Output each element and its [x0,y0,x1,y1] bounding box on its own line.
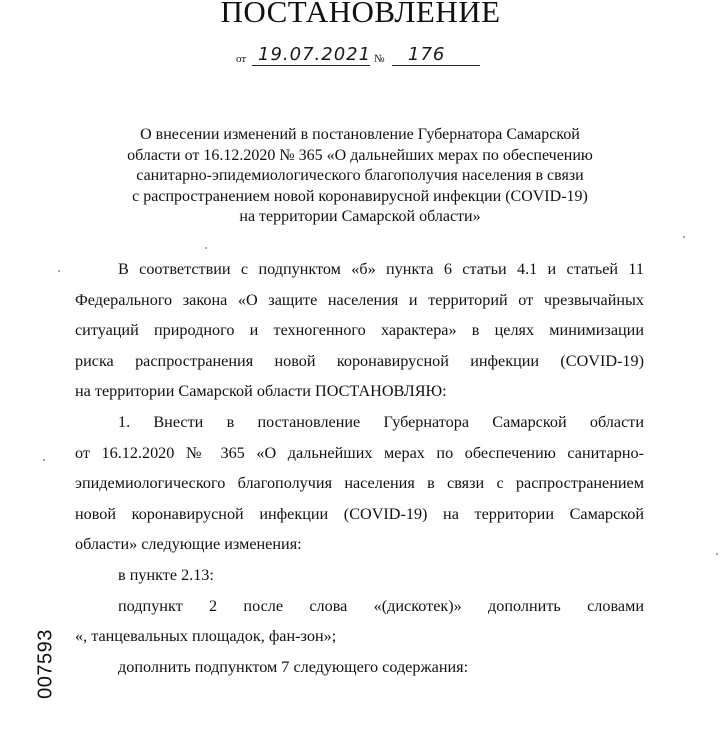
body-line: 1. Внести в постановление Губернатора Самарской области [118,412,644,431]
handwritten-number: 176 [408,44,446,65]
scan-speck [58,270,60,272]
document-title: ПОСТАНОВЛЕНИЕ [220,0,501,29]
body-line: дополнить подпунктом 7 следующего содержания: [118,657,469,676]
date-number-line [236,44,486,68]
body-line: от 16.12.2020 № 365 «О дальнейших мерах по обеспечению санитарно- [75,443,644,462]
subject-line: О внесении изменений в постановление Губернатора Самарской [140,126,580,143]
body-line: риска распространения новой коронавирусной инфекции (COVID-19) [75,351,644,370]
margin-serial-number [23,628,69,700]
subject-line: области от 16.12.2020 № 365 «О дальнейших мерах по обеспечению [127,146,593,164]
date-underline [252,65,370,66]
scan-speck [43,459,45,461]
serial-number-text: 007593 [34,629,57,699]
document-subject [80,125,640,228]
body-line: Федерального закона «О защите населения и территорий от чрезвычайных [75,290,644,309]
date-prefix: от [236,53,247,65]
scan-speck [716,553,718,555]
subject-line: с распространением новой коронавирусной инфекции (COVID-19) [132,187,588,205]
scan-speck [205,247,207,249]
subject-line: санитарно-эпидемиологического благополучия населения в связи [136,167,584,184]
number-prefix: № [374,53,385,65]
body-line: В соответствии с подпунктом «б» пункта 6 статьи 4.1 и статьей 11 [118,260,644,278]
body-line: ситуаций природного и техногенного характера» в целях минимизации [75,321,644,340]
body-line: «, танцевальных площадок, фан-зон»; [75,627,337,646]
document-body [75,254,644,682]
body-line: на территории Самарской области ПОСТАНОВЛЯЮ: [75,382,447,401]
body-line: в пункте 2.13: [118,565,214,584]
body-line: области» следующие изменения: [75,535,302,554]
body-line: подпункт 2 после слова «(дискотек)» дополнить словами [118,596,644,615]
scan-speck [683,236,685,238]
number-underline [392,65,480,66]
body-line: новой коронавирусной инфекции (COVID-19) на территории Самарской [75,504,644,523]
body-line: эпидемиологического благополучия населения в связи с распространением [75,474,644,493]
handwritten-date: 19.07.2021 [258,44,372,65]
subject-line: на территории Самарской области» [239,208,481,225]
